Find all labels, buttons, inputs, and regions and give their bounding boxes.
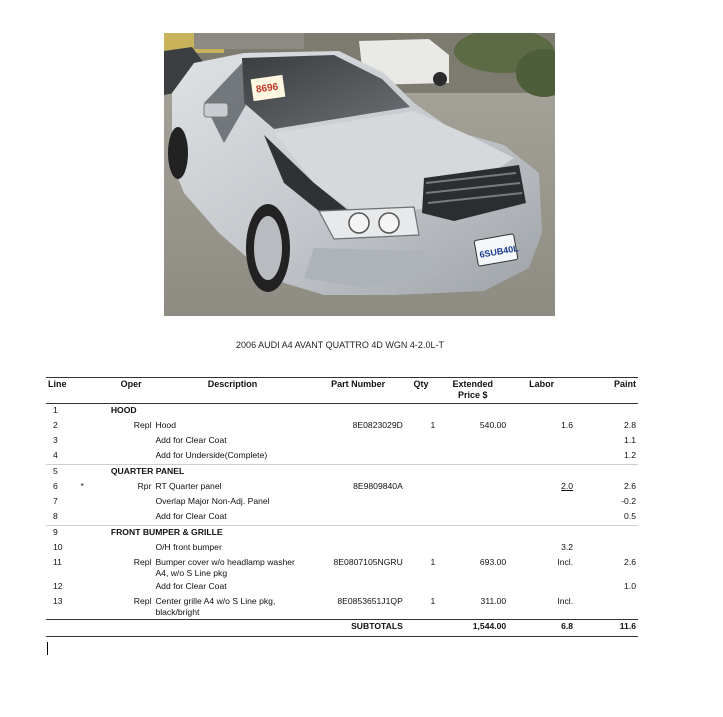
license-plate: 6SUB40L (478, 243, 520, 260)
table-row (46, 419, 638, 434)
row-mark: * (80, 481, 84, 491)
line-number: 5 (46, 465, 78, 481)
section-name: HOOD (110, 405, 137, 415)
table-row (46, 434, 638, 449)
subtotal-label: SUBTOTALS (312, 620, 405, 637)
subtotal-spacer (46, 620, 312, 637)
line-number: 12 (53, 581, 63, 591)
line-number: 10 (53, 542, 63, 552)
row-mark (78, 541, 108, 556)
section-name: QUARTER PANEL (109, 465, 638, 481)
col-oper: Oper (109, 378, 154, 404)
section-name: FRONT BUMPER & GRILLE (109, 526, 638, 542)
subtotal-qty (405, 620, 437, 637)
row-part-number (312, 449, 405, 465)
row-mark (78, 465, 108, 481)
row-labor (508, 434, 575, 449)
row-description: Bumper cover w/o headlamp washer A4, w/o S Line pkg (155, 557, 295, 578)
row-part-number: 8E0823029D (352, 420, 403, 430)
row-extended-price (437, 449, 508, 465)
vehicle-title: 2006 AUDI A4 AVANT QUATTRO 4D WGN 4-2.0L-T (236, 340, 444, 350)
row-qty (405, 449, 437, 465)
estimate-table (46, 377, 638, 637)
row-labor: Incl. (557, 557, 574, 567)
row-paint: 1.2 (624, 450, 636, 460)
row-labor (508, 510, 575, 526)
row-paint (575, 595, 638, 620)
row-qty: 1 (430, 596, 436, 606)
subtotal-extended-price: 1,544.00 (437, 620, 508, 637)
row-description: RT Quarter panel (155, 481, 222, 491)
row-qty: 1 (430, 420, 436, 430)
row-extended-price (437, 541, 508, 556)
row-mark (78, 526, 108, 542)
row-oper: Repl (133, 557, 152, 567)
col-qty: Qty (405, 378, 437, 404)
row-qty (405, 541, 437, 556)
row-labor (508, 480, 575, 495)
line-number: 6 (53, 481, 58, 491)
row-oper: Repl (133, 596, 152, 606)
row-paint: 1.0 (624, 581, 636, 591)
row-paint (575, 541, 638, 556)
subtotal-paint: 11.6 (575, 620, 638, 637)
row-oper: Rpr (137, 481, 152, 491)
table-row (46, 510, 638, 526)
row-part-number: 8E9809840A (353, 481, 403, 491)
table-row (46, 595, 638, 620)
col-labor: Labor (508, 378, 575, 404)
row-oper (109, 510, 154, 526)
row-description: Add for Clear Coat (155, 581, 227, 591)
row-paint: -0.2 (621, 496, 636, 506)
row-part-number (312, 434, 405, 449)
line-number: 11 (53, 557, 62, 567)
table-row (46, 495, 638, 510)
row-qty (405, 480, 437, 495)
col-extended-line1: Extended (452, 379, 493, 389)
row-paint: 2.6 (624, 557, 636, 567)
row-paint: 2.6 (624, 481, 636, 491)
line-number: 2 (53, 420, 58, 430)
subtotal-labor: 6.8 (508, 620, 575, 637)
row-oper (109, 449, 154, 465)
row-description: Overlap Major Non-Adj. Panel (155, 496, 270, 506)
row-labor-value: 2.0 (561, 481, 574, 491)
vehicle-photo (164, 33, 555, 316)
row-mark (78, 449, 108, 465)
table-row (46, 480, 638, 495)
row-mark (78, 510, 108, 526)
row-oper (109, 495, 154, 510)
line-number: 3 (53, 435, 58, 445)
col-description: Description (153, 378, 311, 404)
col-extended-line2: Price $ (457, 390, 488, 400)
row-description: O/H front bumper (155, 542, 222, 552)
row-labor: 3.2 (561, 542, 574, 552)
line-number: 9 (46, 526, 78, 542)
row-qty (405, 510, 437, 526)
row-mark (78, 434, 108, 449)
row-labor (508, 449, 575, 465)
row-mark (78, 404, 108, 420)
table-row (46, 465, 638, 481)
row-extended-price (437, 510, 508, 526)
line-number: 13 (53, 596, 63, 606)
row-labor: Incl. (557, 596, 574, 606)
subtotal-row (46, 620, 638, 637)
row-oper: Repl (133, 420, 152, 430)
row-extended-price: 693.00 (479, 557, 507, 567)
col-line: Line (46, 378, 78, 404)
col-extended-price (437, 378, 508, 404)
table-row (46, 541, 638, 556)
estimate-rows (46, 404, 638, 637)
row-extended-price: 540.00 (479, 420, 507, 430)
row-extended-price (437, 434, 508, 449)
row-qty (405, 495, 437, 510)
line-number: 8 (53, 511, 58, 521)
table-row (46, 580, 638, 595)
table-row (46, 526, 638, 542)
row-extended-price (437, 480, 508, 495)
row-part-number (312, 495, 405, 510)
row-description: Hood (155, 420, 176, 430)
row-extended-price: 311.00 (480, 596, 507, 606)
row-description: Add for Clear Coat (155, 435, 227, 445)
col-paint: Paint (575, 378, 638, 404)
row-mark (78, 495, 108, 510)
row-labor (508, 580, 575, 595)
row-paint: 1.1 (624, 435, 636, 445)
row-description: Add for Underside(Complete) (155, 450, 268, 460)
row-paint: 2.8 (624, 420, 636, 430)
table-row (46, 404, 638, 420)
row-part-number (312, 510, 405, 526)
row-qty (405, 580, 437, 595)
vehicle-photo-drawing (164, 33, 555, 316)
row-paint: 0.5 (624, 511, 636, 521)
row-qty: 1 (430, 557, 436, 567)
line-number: 7 (53, 496, 58, 506)
col-part-number: Part Number (312, 378, 405, 404)
row-oper (109, 434, 154, 449)
row-part-number (312, 541, 405, 556)
text-cursor[interactable] (47, 642, 48, 655)
table-header-row (46, 378, 638, 404)
row-description: Add for Clear Coat (155, 511, 227, 521)
line-number: 1 (53, 405, 58, 415)
table-row (46, 556, 638, 580)
row-part-number: 8E0853651J1QP (337, 596, 403, 606)
row-labor (508, 495, 575, 510)
row-mark (78, 595, 108, 620)
row-part-number (312, 580, 405, 595)
row-oper (109, 541, 154, 556)
windshield-tag: 8696 (255, 81, 279, 96)
row-oper (109, 580, 154, 595)
col-mark (78, 378, 108, 404)
row-mark (78, 419, 108, 434)
row-qty (405, 434, 437, 449)
row-extended-price (437, 580, 508, 595)
row-extended-price (437, 495, 508, 510)
row-part-number: 8E0807105NGRU (333, 557, 403, 567)
row-labor: 1.6 (561, 420, 574, 430)
table-row (46, 449, 638, 465)
row-mark (78, 556, 108, 580)
row-description: Center grille A4 w/o S Line pkg, black/bright (155, 596, 276, 617)
row-mark (78, 580, 108, 595)
line-number: 4 (53, 450, 58, 460)
